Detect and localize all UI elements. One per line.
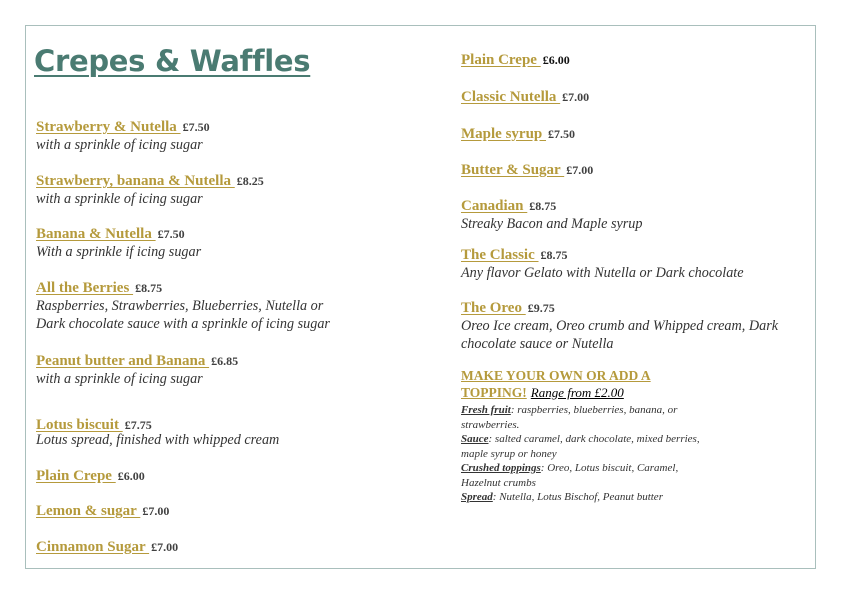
menu-item-banana-nutella	[36, 225, 201, 261]
topping-separator: :	[510, 404, 518, 416]
topping-label: Spread	[461, 491, 493, 503]
item-name: Classic Nutella	[461, 89, 561, 105]
item-name: Plain Crepe	[461, 52, 541, 68]
item-description: with a sprinkle of icing sugar	[36, 191, 203, 207]
item-description: with a sprinkle of icing sugar	[36, 371, 203, 387]
topping-text: raspberries, blueberries, banana, or	[517, 404, 678, 416]
item-price: £7.00	[142, 504, 170, 518]
item-description: With a sprinkle if icing sugar	[36, 244, 202, 260]
menu-item-lemon-sugar	[36, 502, 169, 520]
menu-item-classic-nutella	[461, 88, 589, 106]
menu-item-maple-syrup	[461, 125, 575, 143]
item-price: £7.00	[562, 90, 590, 104]
menu-item-plain-crepe	[36, 467, 145, 485]
topping-spread	[461, 490, 700, 505]
make-your-own-section	[461, 368, 700, 505]
menu-item-plain-crepe-right	[461, 51, 570, 69]
item-price: £7.50	[182, 120, 210, 134]
item-name: Banana & Nutella	[36, 226, 156, 242]
item-name: Maple syrup	[461, 126, 547, 142]
topping-text-continued: maple syrup or honey	[461, 447, 557, 460]
item-price: £8.75	[529, 199, 557, 213]
topping-text-continued: strawberries.	[461, 418, 520, 431]
item-price: £8.75	[540, 248, 568, 262]
menu-item-the-oreo	[461, 299, 778, 353]
item-description: Any flavor Gelato with Nutella or Dark chocolate	[461, 265, 744, 281]
menu-item-cinnamon-sugar	[36, 538, 178, 556]
item-name: Plain Crepe	[36, 468, 116, 484]
topping-fresh-fruit	[461, 403, 700, 418]
item-description: Streaky Bacon and Maple syrup	[461, 216, 643, 232]
topping-text-continued: Hazelnut crumbs	[461, 476, 536, 489]
item-name: Lotus biscuit	[36, 417, 123, 433]
item-name: The Oreo	[461, 300, 526, 316]
menu-item-lotus-biscuit	[36, 416, 279, 449]
item-description: with a sprinkle of icing sugar	[36, 137, 203, 153]
topping-sauce	[461, 432, 700, 447]
topping-separator: :	[540, 462, 548, 474]
item-description: Lotus spread, finished with whipped cream	[36, 432, 280, 448]
item-price: £8.25	[236, 174, 264, 188]
menu-item-butter-sugar	[461, 161, 593, 179]
topping-label: Fresh fruit	[461, 404, 511, 416]
item-description: Raspberries, Strawberries, Blueberries, Nutella or	[36, 298, 324, 314]
menu-item-strawberry-nutella	[36, 118, 210, 154]
item-name: Canadian	[461, 198, 528, 214]
topping-separator: :	[492, 491, 500, 503]
item-price: £7.50	[157, 227, 185, 241]
item-price: £6.85	[211, 354, 239, 368]
topping-label: Crushed toppings	[461, 462, 541, 474]
topping-text: Oreo, Lotus biscuit, Caramel,	[547, 462, 679, 474]
item-name: The Classic	[461, 247, 539, 263]
item-price: £7.75	[124, 418, 152, 432]
menu-item-all-the-berries	[36, 279, 330, 333]
menu-item-canadian	[461, 197, 643, 233]
item-price: £9.75	[527, 301, 555, 315]
topping-label: Sauce	[461, 433, 489, 445]
menu-title: Crepes & Waffles	[34, 44, 311, 78]
item-name: Strawberry & Nutella	[36, 119, 181, 135]
item-description: Dark chocolate sauce with a sprinkle of icing sugar	[36, 316, 330, 332]
item-price: £7.00	[566, 163, 594, 177]
menu-item-strawberry-banana-nutella	[36, 172, 264, 208]
item-name: Peanut butter and Banana	[36, 353, 210, 369]
make-your-own-title-2: TOPPING!	[461, 385, 527, 400]
topping-text: salted caramel, dark chocolate, mixed berries,	[494, 433, 700, 445]
price-range: Range from £2.00	[530, 385, 624, 400]
topping-text: Nutella, Lotus Bischof, Peanut butter	[499, 491, 663, 503]
menu-item-peanut-butter-banana	[36, 352, 238, 388]
item-description: chocolate sauce or Nutella	[461, 336, 614, 352]
item-name: Butter & Sugar	[461, 162, 565, 178]
menu-item-the-classic	[461, 246, 744, 282]
item-price: £7.00	[151, 540, 179, 554]
item-price: £6.00	[542, 53, 570, 67]
item-name: Cinnamon Sugar	[36, 539, 150, 555]
topping-separator: :	[488, 433, 495, 445]
item-name: Strawberry, banana & Nutella	[36, 173, 235, 189]
make-your-own-title: MAKE YOUR OWN OR ADD A	[461, 368, 651, 383]
item-description: Oreo Ice cream, Oreo crumb and Whipped cream, Dark	[461, 318, 779, 334]
item-price: £7.50	[548, 127, 576, 141]
topping-crushed	[461, 461, 700, 476]
item-price: £8.75	[135, 281, 163, 295]
item-name: Lemon & sugar	[36, 503, 141, 519]
item-name: All the Berries	[36, 280, 134, 296]
item-price: £6.00	[117, 469, 145, 483]
